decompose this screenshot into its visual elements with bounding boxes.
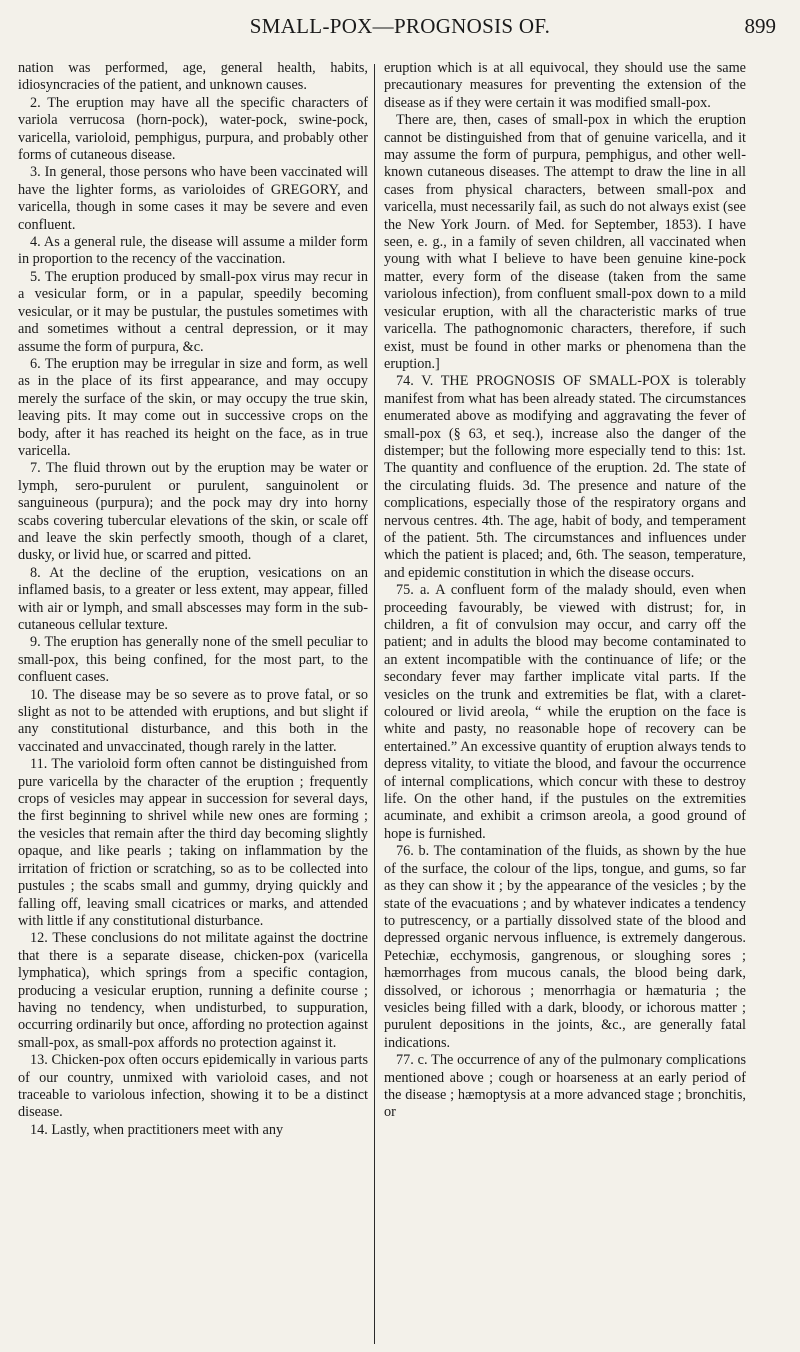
paragraph: 76. b. The contamination of the fluids, as shown by the hue of the surface, the colour of the lips, tongue, and gums, so far as they can show it ; by the appearance of the vesicles ; by the state of the evacuations ; and by whatever indicates a tendency to putrescency, or a partially dissolved state of the blood and depressed organic nervous influence, is extremely dangerous. Petechiæ, ecchymosis, gangrenous, or sloughing sores ; hæmorrhages from mucous canals, the blood being dark, dissolved, or ichorous ; menorrhagia or hæmaturia ; the vesicles being filled with a dark, bloody, or ichorous matter ; purulent depositions in the joints, &c., are generally fatal indications.: [384, 843, 746, 1051]
paragraph: 3. In general, those persons who have been vaccinated will have the lighter forms, as varioloides of GREGORY, and varicella, though in some cases it may be severe and even confluent.: [18, 164, 368, 233]
left-column: [18, 60, 368, 1139]
column-divider: [374, 64, 375, 1344]
paragraph: 7. The fluid thrown out by the eruption may be water or lymph, sero-purulent or purulent, sanguinolent or sanguineous (purpura); and the pock may dry into horny scabs covering tubercular elevations of the skin, or scale off and leave the skin perfectly smooth, though of a claret, dusky, or livid hue, or scarred and pitted.: [18, 460, 368, 564]
paragraph: 5. The eruption produced by small-pox virus may recur in a vesicular form, or in a papular, speedily becoming vesicular, or it may be pustular, the pustules sometimes with and sometimes without a central depression, or it may assume the form of purpura, &c.: [18, 268, 368, 355]
page-number: 899: [744, 14, 776, 38]
running-head: [0, 14, 800, 54]
paragraph: 2. The eruption may have all the specific characters of variola verrucosa (horn-pock), water-pock, swine-pock, varicella, varioloid, pemphigus, purpura, and probably other forms of cutaneous disease.: [18, 94, 368, 164]
paragraph: There are, then, cases of small-pox in which the eruption cannot be distinguished from that of genuine varicella, and it may assume the form of purpura, pemphigus, and other well-known cutaneous diseases. The attempt to draw the line in all cases from physical characters, between small-pox and varicella, must necessarily fail, as such do not always exist (see the New York Journ. of Med. for September, 1853). I have seen, e. g., in a family of seven children, all vaccinated when young with what I believe to have been genuine kine-pock matter, every form of the disease (taken from the same variolous infection), from confluent small-pox down to a mild vesicular eruption, with all the characteristic marks of true varicella. The pathognomonic characters, therefore, if such exist, must be found in other marks or phenomena than the eruption.]: [384, 112, 746, 372]
paragraph: nation was performed, age, general health, habits, idiosyncracies of the patient, and unknown causes.: [18, 60, 368, 94]
paragraph: 10. The disease may be so severe as to prove fatal, or so slight as not to be attended with eruptions, and but slight if any constitutional disturbance, and this both in the vaccinated and unvaccinated, though rarely in the latter.: [18, 686, 368, 755]
paragraph: 6. The eruption may be irregular in size and form, as well as in the place of its first appearance, and may occupy merely the surface of the skin, or may occupy the true skin, leaving pits. It may come out in successive crops on the body, after it has reached its height on the face, as in true varicella.: [18, 355, 368, 459]
paragraph: 11. The varioloid form often cannot be distinguished from pure varicella by the character of the eruption ; frequently crops of vesicles may appear in succession for several days, the first beginning to shrivel while new ones are forming ; the vesicles that remain after the third day becoming slightly opaque, and like pearls ; taking on inflammation by the irritation of friction or scratching, so as to be collected into pustules ; the scabs small and gummy, drying quickly and falling off, leaving small cicatrices or marks, and attended with little if any constitutional disturbance.: [18, 756, 368, 929]
paragraph: 9. The eruption has generally none of the smell peculiar to small-pox, this being confined, for the most part, to the confluent cases.: [18, 634, 368, 686]
paragraph: 75. a. A confluent form of the malady should, even when proceeding favourably, be viewed with distrust; for, in children, a fit of convulsion may occur, and carry off the patient; and in adults the blood may become contaminated to an extent incompatible with the continuance of life; or the secondary fever may farther implicate vital parts. If the vesicles on the trunk and extremities be flat, with a claret-coloured or livid areola, “ while the eruption on the face is white and pasty, no reasonable hope of recovery can be entertained.” An excessive quantity of eruption always tends to depress vitality, to vitiate the blood, and favour the occurrence of internal complications, which concur with these to destroy life. On the other hand, if the pustules on the extremities acuminate, and exhibit a crimson areola, a good ground of hope is furnished.: [384, 582, 746, 842]
paragraph: 77. c. The occurrence of any of the pulmonary complications mentioned above ; cough or hoarseness at an early period of the disease ; hæmoptysis at a more advanced stage ; bronchitis, or: [384, 1052, 746, 1121]
right-column: [384, 60, 746, 1122]
paragraph: 4. As a general rule, the disease will assume a milder form in proportion to the recency of the vaccination.: [18, 234, 368, 268]
paragraph: eruption which is at all equivocal, they should use the same precautionary measures for preventing the extension of the disease as if they were certain it was modified small-pox.: [384, 60, 746, 111]
paragraph: 74. V. THE PROGNOSIS OF SMALL-POX is tolerably manifest from what has been already stated. The circumstances enumerated above as modifying and aggravating the fever of small-pox (§ 63, et seq.), increase also the danger of the distemper; but the following more especially tend to this: 1st. The quantity and confluence of the eruption. 2d. The state of the circulating fluids. 3d. The presence and nature of the complications, especially those of the respiratory organs and nervous centres. 4th. The age, habit of body, and temperament of the patient. 5th. The circumstances and influences under which the patient is placed; and, 6th. The season, temperature, and epidemic constitution in which the disease occurs.: [384, 373, 746, 581]
running-head-title: SMALL-POX—PROGNOSIS OF.: [249, 14, 551, 38]
paragraph: 13. Chicken-pox often occurs epidemically in various parts of our country, unmixed with varioloid cases, and not traceable to variolous infection, showing it to be a distinct disease.: [18, 1052, 368, 1121]
paragraph: 14. Lastly, when practitioners meet with any: [30, 1121, 284, 1138]
paragraph: 8. At the decline of the eruption, vesications on an inflamed basis, to a greater or less extent, may appear, filled with air or lymph, and small abscesses may form in the sub-cutaneous cellular texture.: [18, 564, 368, 633]
paragraph: 12. These conclusions do not militate against the doctrine that there is a separate disease, chicken-pox (varicella lymphatica), which springs from a specific contagion, producing a vesicular eruption, running a definite course ; having no tendency, when undisturbed, to suppuration, occurring ordinarily but once, affording no protection against small-pox, as small-pox affords no protection against it.: [18, 930, 368, 1051]
